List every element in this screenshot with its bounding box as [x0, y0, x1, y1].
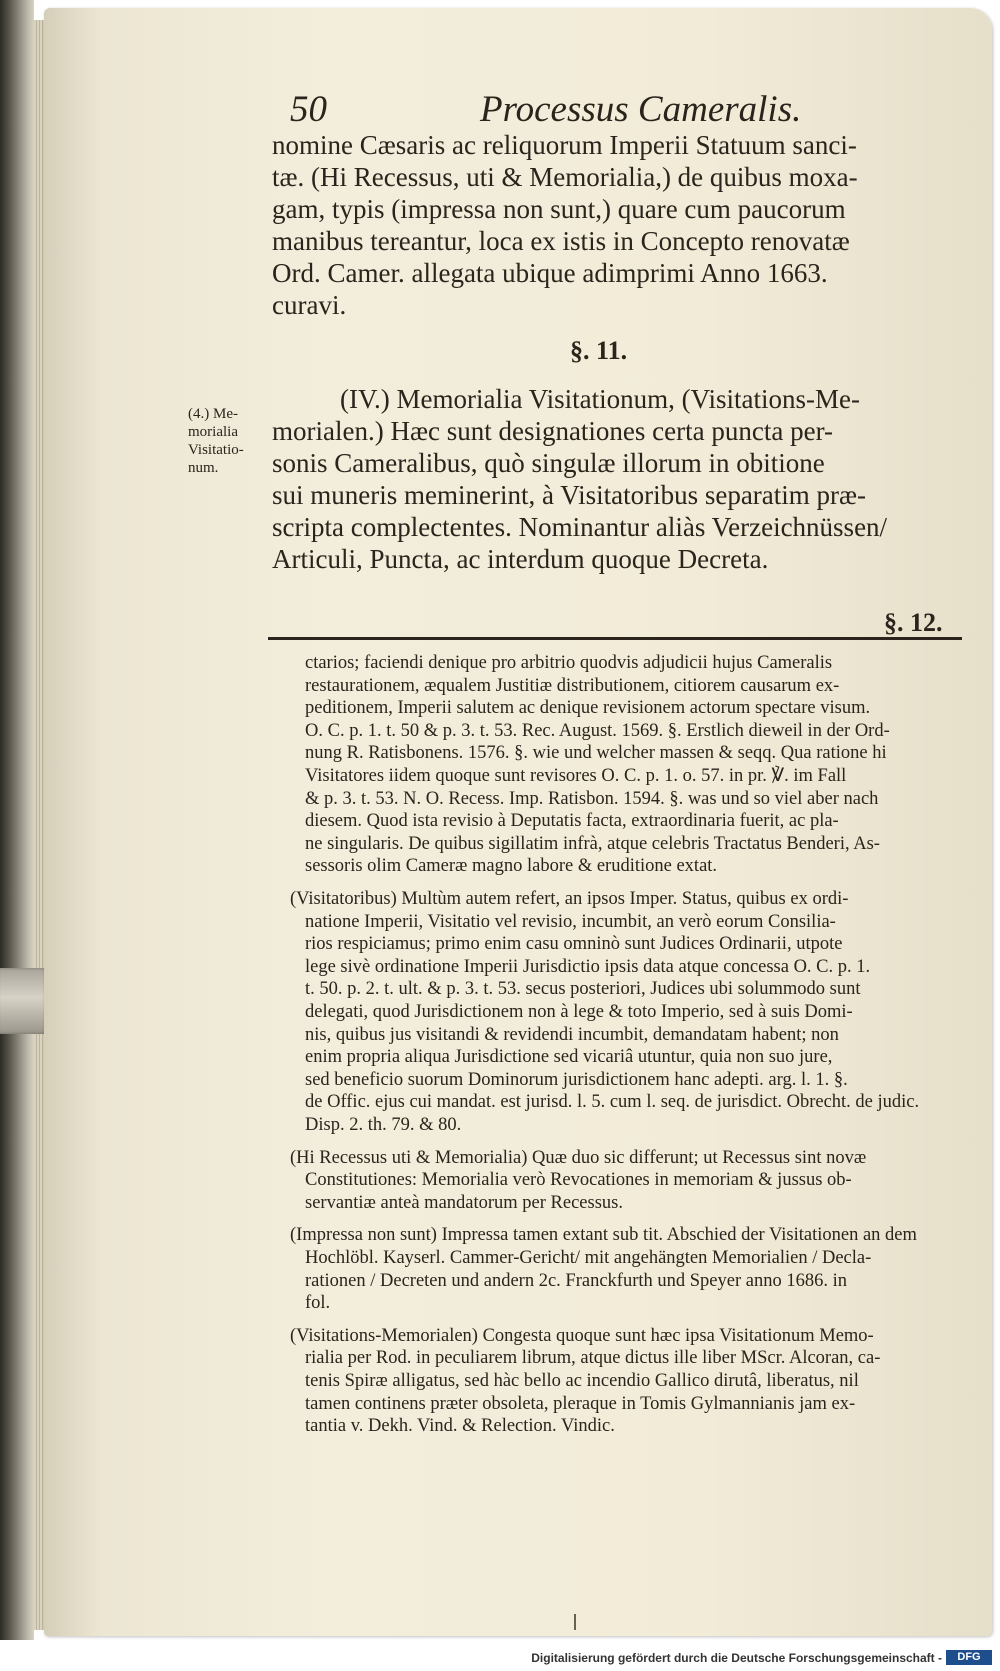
main-text-line: tæ. (Hi Recessus, uti & Memorialia,) de quibus moxa- — [272, 162, 858, 192]
footnote-line: O. C. p. 1. t. 50 & p. 3. t. 53. Rec. August. 1569. §. Erstlich dieweil in der Ord- — [305, 720, 890, 741]
footnote-line: rialia per Rod. in peculiarem librum, atque dictus ille liber MScr. Alcoran, ca- — [305, 1348, 881, 1369]
main-text-line: gam, typis (impressa non sunt,) quare cum paucorum — [272, 194, 846, 224]
footnote-line: Disp. 2. th. 79. & 80. — [305, 1115, 462, 1135]
margin-note-line: Visitatio- — [188, 442, 244, 458]
main-text-line: manibus tereantur, loca ex istis in Concepto renovatæ — [272, 226, 850, 256]
margin-note — [188, 405, 268, 477]
footnote-line: delegati, quod Jurisdictionem non à lege & toto Imperio, sed à suis Domi- — [305, 1002, 853, 1022]
footnote-rule — [268, 637, 962, 640]
main-text-line: Ord. Camer. allegata ubique adimprimi Anno 1663. — [272, 258, 828, 288]
section-text-line: scripta complectentes. Nominantur aliàs Verzeichnüssen/ — [272, 512, 888, 542]
main-text-line: curavi. — [272, 290, 347, 320]
footnote-line: lege sivè ordinatione Imperii Jurisdictio ipsis data atque concessa O. C. p. 1. — [305, 956, 871, 977]
margin-note-line: morialia — [188, 424, 238, 440]
footnote-line: Hochlöbl. Kayserl. Cammer-Gericht/ mit angehängten Memorialien / Decla- — [305, 1248, 872, 1268]
footnote-line: peditionem, Imperii salutem ac denique revisionem actorum spectare visum. — [305, 698, 871, 719]
section-heading: §. 11. — [570, 336, 628, 365]
footnote-line: (Hi Recessus uti & Memorialia) Quæ duo sic differunt; ut Recessus sint novæ — [290, 1147, 867, 1168]
margin-note-line: num. — [188, 460, 219, 476]
footnote-line: fol. — [305, 1293, 331, 1314]
section-text-line: sui muneris meminerint, à Visitatoribus separatim præ- — [272, 480, 867, 510]
footnote-line: diesem. Quod ista revisio à Deputatis facta, extraordinaria fuerit, ac pla- — [305, 811, 839, 832]
page-header — [290, 88, 930, 132]
footnote-line: sessoris olim Cameræ magno labore & eruditione extat. — [305, 856, 718, 877]
footnote-line: (Visitations-Memorialen) Congesta quoque sunt hæc ipsa Visitationum Memo- — [290, 1325, 874, 1346]
footnote-line: t. 50. p. 2. t. ult. & p. 3. t. 53. secus posteriori, Judices ubi solummodo sunt — [305, 979, 861, 1000]
page-number: 50 — [290, 89, 327, 130]
footnote-line: ctarios; faciendi denique pro arbitrio quodvis adjudicii hujus Cameralis — [305, 653, 833, 673]
footnote-line: tantia v. Dekh. Vind. & Relection. Vindic. — [305, 1416, 615, 1437]
footnote-line: servantiæ anteà mandatorum per Recessus. — [305, 1192, 623, 1213]
book-spine — [0, 0, 34, 1640]
margin-note-line: (4.) Me- — [188, 406, 238, 422]
footnote-line: nung R. Ratisbonens. 1576. §. wie und welcher massen & seqq. Qua ratione hi — [305, 743, 887, 764]
footnote-line: nis, quibus jus visitandi & revidendi incumbit, demandatam habent; non — [305, 1024, 839, 1045]
section-text-line: sonis Cameralibus, quò singulæ illorum in obitione — [272, 448, 825, 478]
footnote-line: (Visitatoribus) Multùm autem refert, an ipsos Imper. Status, quibus ex ordi- — [290, 889, 849, 909]
footnote-line: tamen continens præter obsoleta, pleraque in Tomis Gylmannianis jam ex- — [305, 1393, 856, 1414]
footnote-line: Visitatores iidem quoque sunt revisores O. C. p. 1. o. 57. in pr. ℣. im Fall — [305, 766, 847, 786]
footnote-line: enim propria aliqua Jurisdictione sed vicariâ utuntur, quia non suo jure, — [305, 1047, 833, 1068]
footnote-line: tenis Spiræ alligatus, sed hàc bello ac incendio Gallico dirutâ, liberatus, nil — [305, 1371, 859, 1391]
footnote-line: restaurationem, æqualem Justitiæ distributionem, citiorem causarum ex- — [305, 675, 840, 696]
footnote-line: & p. 3. t. 53. N. O. Recess. Imp. Ratisbon. 1594. §. was und so viel aber nach — [305, 788, 879, 809]
section-text-line: (IV.) Memorialia Visitationum, (Visitations-Me- — [340, 384, 860, 414]
running-title: Processus Cameralis. — [480, 89, 802, 130]
footnote-line: natione Imperii, Visitatio vel revisio, incumbit, an verò eorum Consilia- — [305, 911, 836, 932]
dfg-credit: Digitalisierung gefördert durch die Deutsche Forschungsgemeinschaft - — [531, 1651, 942, 1665]
footnote-line: (Impressa non sunt) Impressa tamen extant sub tit. Abschied der Visitationen an dem — [290, 1225, 917, 1246]
section-text-line: morialen.) Hæc sunt designationes certa puncta per- — [272, 416, 834, 446]
page-mark — [574, 1614, 576, 1630]
dfg-logo: DFG — [946, 1650, 992, 1665]
footnote-line: rios respiciamus; primo enim casu omninò sunt Judices Ordinarii, utpote — [305, 934, 843, 955]
footnote-line: sed beneficio suorum Dominorum jurisdictionem hanc adepti. arg. l. 1. §. — [305, 1069, 848, 1090]
main-text-line: nomine Cæsaris ac reliquorum Imperii Statuum sanci- — [272, 130, 857, 160]
footnote-line: Constitutiones: Memorialia verò Revocationes in memoriam & jussus ob- — [305, 1170, 852, 1191]
footnote-line: ne singularis. De quibus sigillatim infrà, atque celebris Tractatus Benderi, As- — [305, 833, 880, 854]
footnote-line: de Offic. ejus cui mandat. est jurisd. l. 5. cum l. seq. de jurisdict. Obrecht. de judic. — [305, 1092, 920, 1113]
footnote-line: rationen / Decreten und andern 2c. Franckfurth und Speyer anno 1686. in — [305, 1270, 847, 1291]
catchword: §. 12. — [884, 608, 943, 637]
section-text-line: Articuli, Puncta, ac interdum quoque Decreta. — [272, 544, 769, 574]
